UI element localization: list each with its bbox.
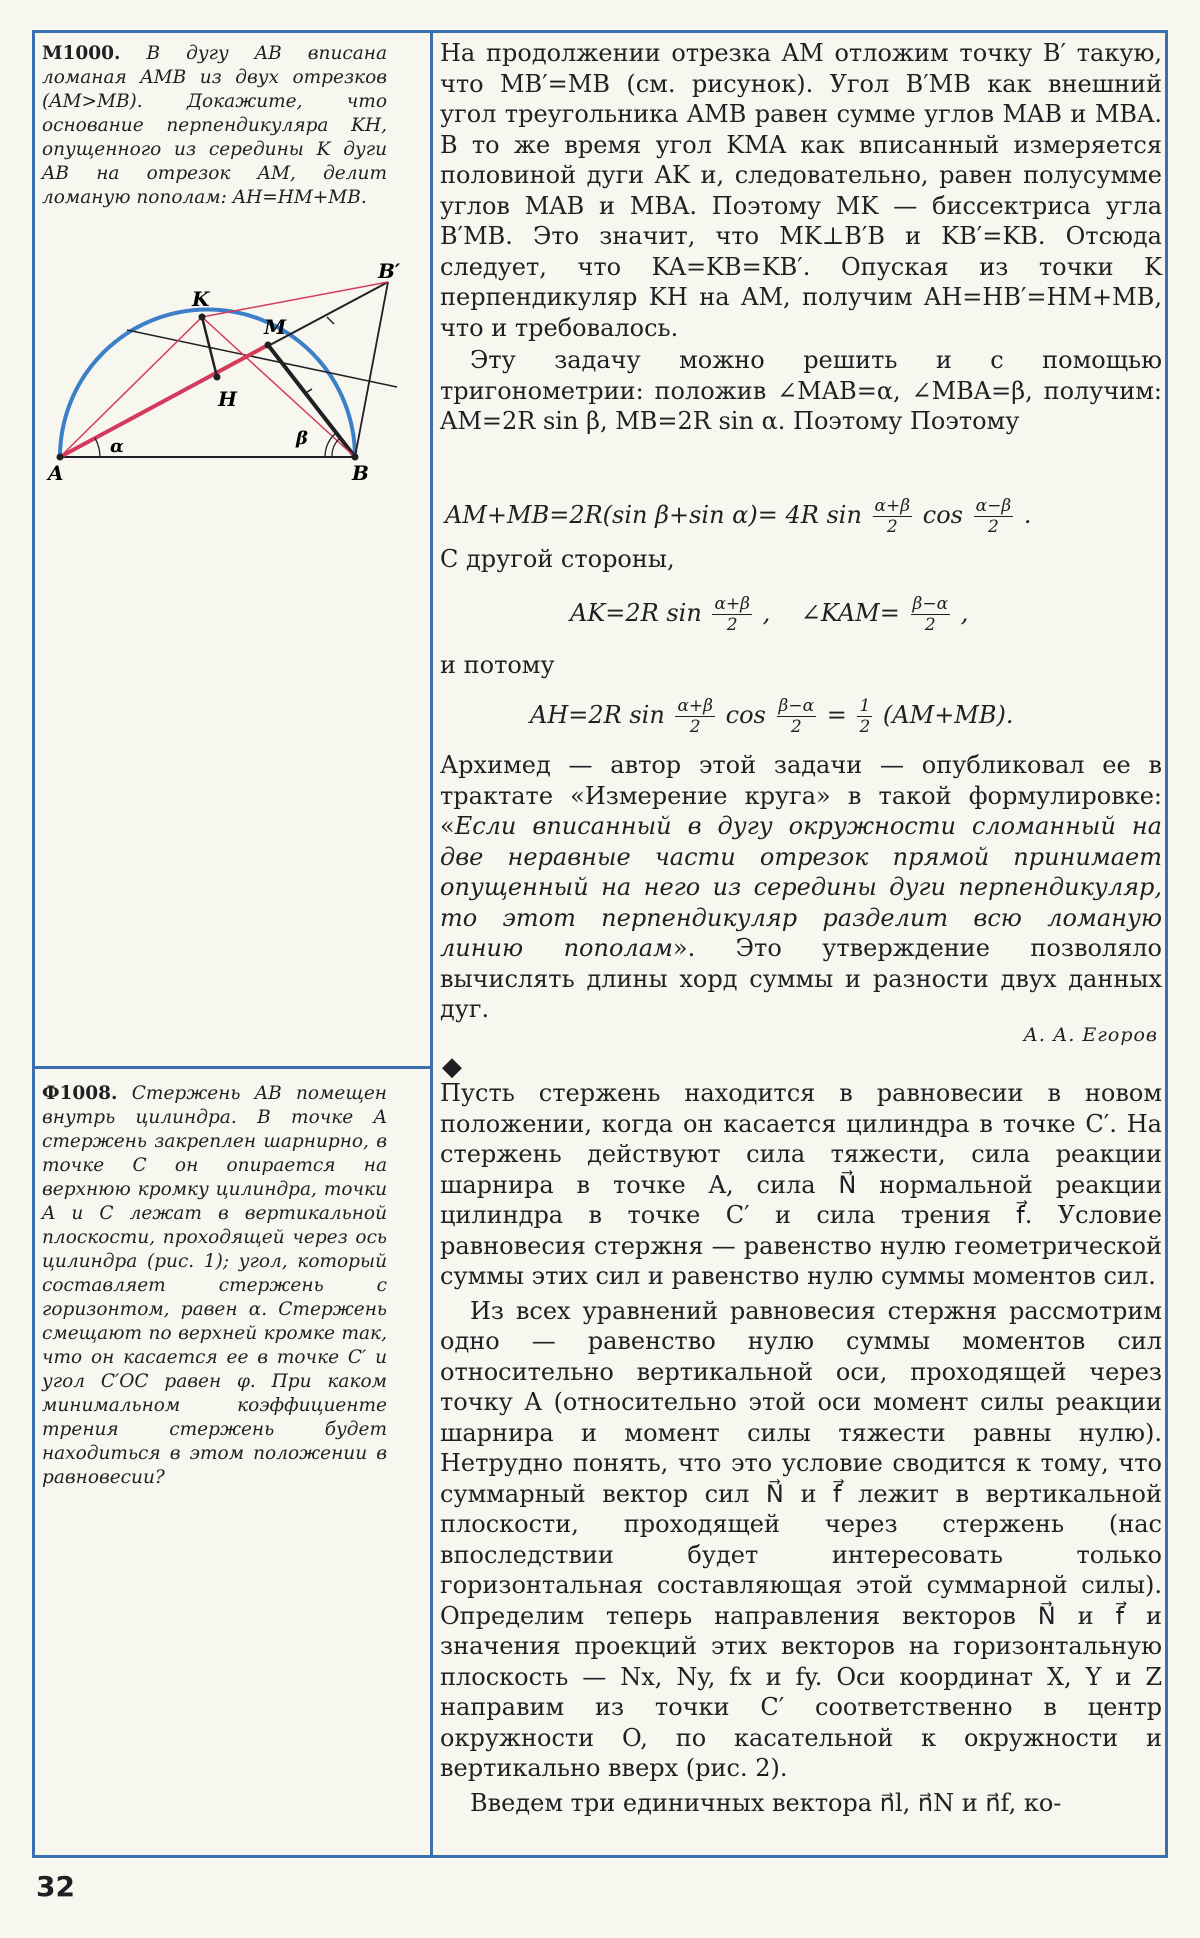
frac-num: β−α: [912, 594, 949, 614]
point-b: [352, 454, 359, 461]
page-number: 32: [36, 1870, 75, 1903]
frac-num: α−β: [975, 496, 1012, 516]
formula-2-left: AK=2R sin: [570, 599, 702, 627]
frac-num: α+β: [677, 696, 713, 716]
problem-f1008: [42, 1082, 387, 1490]
point-k: [199, 314, 206, 321]
formula-3-frac-2: [777, 696, 817, 737]
solution-1-paragraph-3: С другой стороны,: [440, 545, 675, 573]
formula-3-left: AH=2R sin: [530, 701, 665, 729]
problem-m1000: [42, 42, 387, 210]
label-b-prime: B′: [378, 262, 401, 283]
formula-1-frac-1: [873, 496, 913, 537]
formula-3-cos: cos: [725, 701, 766, 729]
solution-1-paragraph-2: Эту задачу можно решить и с помощью тригонометрии: положив ∠MAB=α, ∠MBA=β, получим: AM=2R sin β, MB=2R sin α. Поэтому Поэтому: [440, 346, 1162, 435]
problem-id: Ф1008.: [42, 1083, 118, 1104]
label-alpha: α: [110, 436, 124, 457]
archimedes-intro: Архимед — автор этой задачи — опубликовал ее в трактате «Измерение круга» в такой формулировке: «: [440, 751, 1162, 840]
solution-2-paragraph-2: Из всех уравнений равновесия стержня рассмотрим одно — равенство нулю суммы моментов сил относительно вертикальной оси, проходящей через точку A (относительно этой оси момент силы реакции шарнира и момент силы тяжести равны нулю). Нетрудно понять, что это условие сводится к тому, что суммарный вектор сил N⃗ и f⃗ лежит в вертикальной плоскости, проходящей через стержень (нас впоследствии будет интересовать только горизонтальная составляющая этой суммарной силы). Определим теперь направления векторов N⃗ и f⃗ и значения проекций этих векторов на горизонтальную плоскость — Nx, Ny, fx и fy. Оси координат X, Y и Z направим из точки C′ соответственно в центр окружности O, по касательной к окружности и вертикально вверх (рис. 2).: [440, 1296, 1162, 1782]
point-m: [265, 342, 272, 349]
tick-mbp: [327, 317, 334, 324]
label-b: B: [352, 461, 369, 485]
formula-3: [530, 696, 1014, 737]
problem-text: В дугу AB вписана ломаная AMB из двух отрезков (AM>MB). Докажите, что основание перпендикуляра KH, опущенного из середины K дуги AB на отрезок AM, делит ломаную пополам: AH=HM+MB.: [42, 43, 387, 208]
segment-ka: [60, 317, 202, 457]
archimedes-outro: ». Это утверждение позволяло вычислять длины хорд суммы и разности двух данных дуг.: [440, 934, 1162, 1023]
solution-1-archimedes: [440, 750, 1162, 1025]
label-a: A: [48, 461, 64, 485]
solution-2: [440, 1078, 1162, 1818]
frac-den: 2: [689, 717, 701, 737]
segment-bpb: [355, 282, 388, 457]
formula-2: [570, 594, 968, 635]
point-h: [214, 374, 221, 381]
solution-2-paragraph-1: Пусть стержень находится в равновесии в новом положении, когда он касается цилиндра в точке C′. На стержень действуют сила тяжести, сила реакции шарнира в точке A, сила N⃗ нормальной реакции цилиндра в точке C′ и сила трения f⃗. Условие равновесия стержня — равенство нулю геометрической суммы этих сил и равенство нулю суммы моментов сил.: [440, 1079, 1162, 1290]
frac-num: β−α: [778, 696, 815, 716]
formula-3-end: (AM+MB).: [882, 701, 1014, 729]
separator-diamond: ◆: [442, 1052, 462, 1082]
problem-divider: [32, 1066, 433, 1069]
formula-2-frac-1: [712, 594, 752, 635]
frac-den: 2: [859, 717, 871, 737]
formula-1-end: .: [1023, 501, 1032, 529]
line-km: [127, 330, 397, 387]
formula-1-cos: cos: [922, 501, 963, 529]
formula-1-frac-2: [974, 496, 1014, 537]
frac-num: α+β: [714, 594, 750, 614]
angle-beta-arc: [332, 438, 340, 457]
segment-kbp: [202, 282, 388, 317]
frac-den: 2: [790, 717, 802, 737]
label-m: M: [264, 315, 287, 339]
archimedes-quote: Если вписанный в дугу окружности сломанный на две неравные части отрезок прямой принимает опущенный на него из середины дуги перпендикуляр, то этот перпендикуляр разделит всю ломаную линию пополам: [440, 812, 1162, 962]
solution-1-top: [440, 38, 1162, 437]
frac-num: 1: [859, 696, 871, 716]
label-h: H: [218, 387, 237, 411]
frac-den: 2: [924, 615, 936, 635]
solution-1-therefore: [440, 650, 1162, 681]
label-beta: β: [296, 428, 308, 449]
solution-1-paragraph-5: [440, 750, 1162, 1025]
solution-1-paragraph-4: и потому: [440, 651, 555, 679]
formula-3-frac-1: [675, 696, 715, 737]
solution-1-paragraph-1: На продолжении отрезка AM отложим точку B′ такую, что MB′=MB (см. рисунок). Угол B′MB как внешний угол треугольника AMB равен сумме углов MAB и MBA. В то же время угол KMA как вписанный измеряется половиной дуги AK и, следовательно, равен полусумме углов MAB и MBA. Поэтому MK — биссектриса угла B′MB. Это значит, что MK⊥B′B и KB′=KB. Отсюда следует, что KA=KB=KB′. Опуская из точки K перпендикуляр KH на AM, получим AH=HB′=HM+MB, что и требовалось.: [440, 39, 1162, 342]
frac-den: 2: [726, 615, 738, 635]
solution-1-other-side: [440, 544, 1162, 575]
point-a: [57, 454, 64, 461]
formula-2-frac-2: [911, 594, 951, 635]
frac-num: α+β: [874, 496, 911, 516]
angle-alpha-arc: [95, 438, 100, 457]
problem-text: Стержень AB помещен внутрь цилиндра. В точке A стержень закреплен шарнирно, в точке C он опирается на верхнюю кромку цилиндра, точки A и C лежат в вертикальной плоскости, проходящей через ось цилиндра (рис. 1); угол, который составляет стержень с горизонтом, равен α. Стержень смещают по верхней кромке так, что он касается ее в точке C′ и угол C′OC равен φ. При каком минимальном коэффициенте трения стержень будет находиться в этом положении в равновесии?: [42, 1083, 387, 1488]
problem-id: М1000.: [42, 43, 121, 64]
frac-den: 2: [987, 517, 999, 537]
frac-den: 2: [886, 517, 898, 537]
formula-1-left: AM+MB=2R(sin β+sin α)= 4R sin: [445, 501, 862, 529]
formula-2-mid: , ∠KAM=: [762, 599, 900, 627]
formula-1: [445, 496, 1031, 537]
column-divider: [430, 30, 433, 1858]
geometry-figure: [42, 262, 412, 492]
formula-3-eq: =: [826, 701, 847, 729]
formula-3-frac-3: [857, 696, 872, 737]
formula-2-end: ,: [960, 599, 969, 627]
author-signature: А. А. Егоров: [1023, 1024, 1158, 1046]
solution-2-paragraph-3: Введем три единичных вектора n⃗l, n⃗N и n⃗f, ко-: [470, 1788, 1062, 1817]
label-k: K: [192, 287, 210, 311]
